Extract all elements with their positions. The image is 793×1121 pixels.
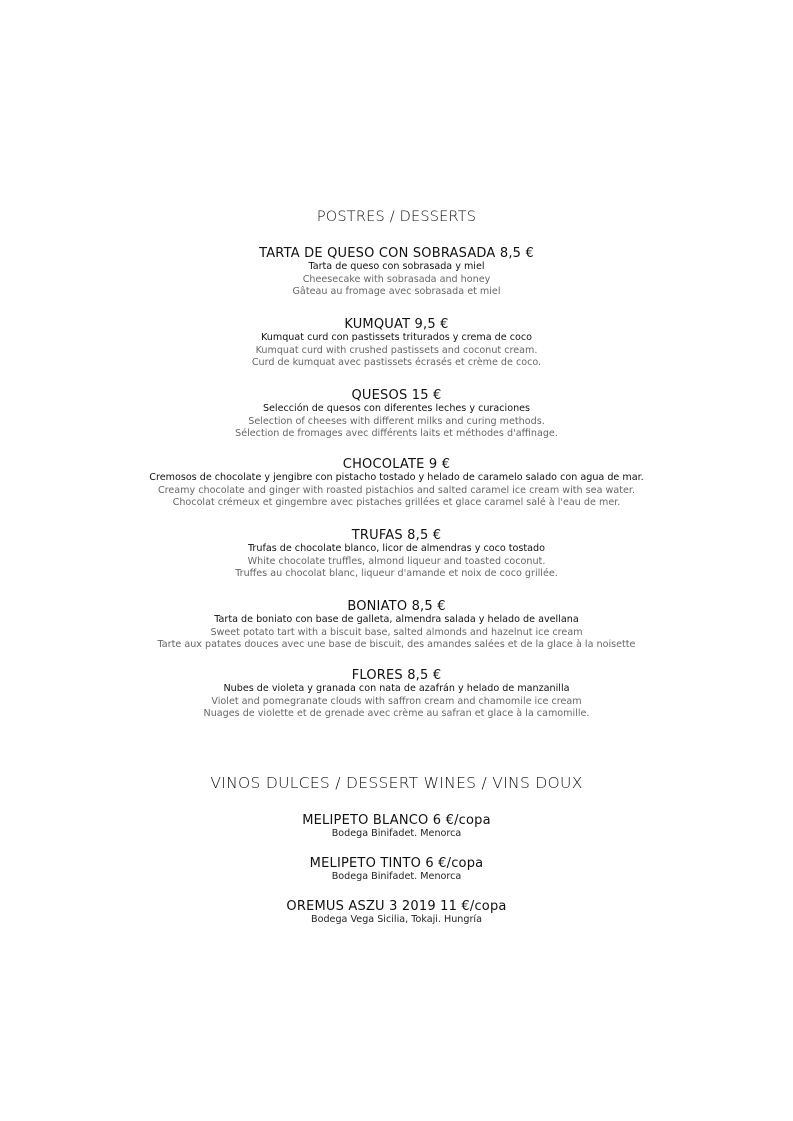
dessert-desc-fr: Nuages de violette et de grenade avec crème au safran et glace à la camomille. [203,708,590,720]
dessert-desc-en: Sweet potato tart with a biscuit base, salted almonds and hazelnut ice cream [210,626,583,638]
dessert-title: QUESOS 15 € [351,388,442,403]
dessert-desc-en: Kumquat curd with crushed pastissets and coconut cream. [255,344,538,356]
dessert-title: BONIATO 8,5 € [347,599,446,614]
wine-item-melipeto-blanco [0,813,793,840]
dessert-desc-es: Nubes de violeta y granada con nata de azafrán y helado de manzanilla [223,683,570,694]
wines-heading: VINOS DULCES / DESSERT WINES / VINS DOUX [210,774,583,792]
dessert-desc-en: Cheesecake with sobrasada and honey [302,273,491,285]
wine-title: MELIPETO BLANCO 6 €/copa [302,813,491,828]
dessert-title: KUMQUAT 9,5 € [344,317,449,332]
dessert-item-kumquat [0,317,793,370]
dessert-desc-es: Selección de quesos con diferentes leches y curaciones [262,403,531,414]
dessert-desc-en: Violet and pomegranate clouds with saffron cream and chamomile ice cream [211,695,582,707]
dessert-title: FLORES 8,5 € [351,668,442,683]
dessert-item-boniato [0,599,793,652]
dessert-title: TARTA DE QUESO CON SOBRASADA 8,5 € [259,246,534,261]
dessert-desc-en: Creamy chocolate and ginger with roasted pistachios and salted caramel ice cream with sea water. [157,484,636,496]
dessert-desc-fr: Tarte aux patates douces avec une base de biscuit, des amandes salées et de la glace à la noisette [157,639,636,651]
dessert-title: CHOCOLATE 9 € [342,457,451,472]
dessert-desc-en: Selection of cheeses with different milks and curing methods. [248,415,545,427]
wine-item-melipeto-tinto [0,856,793,883]
dessert-item-flores [0,668,793,721]
desserts-heading: POSTRES / DESSERTS [316,209,477,225]
dessert-desc-es: Tarta de boniato con base de galleta, almendra salada y helado de avellana [214,614,579,625]
wine-title: MELIPETO TINTO 6 €/copa [309,856,484,871]
dessert-item-chocolate [0,457,793,510]
wine-title: OREMUS ASZU 3 2019 11 €/copa [286,899,507,914]
dessert-item-quesos [0,388,793,441]
wine-producer: Bodega Binifadet. Menorca [331,828,462,839]
dessert-desc-fr: Chocolat crémeux et gingembre avec pistaches grillées et glace caramel salé à l'eau de mer. [172,497,621,509]
dessert-desc-fr: Truffes au chocolat blanc, liqueur d'amande et noix de coco grillée. [235,568,558,580]
dessert-desc-en: White chocolate truffles, almond liqueur and toasted coconut. [247,555,546,567]
dessert-desc-es: Trufas de chocolate blanco, licor de almendras y coco tostado [247,543,546,554]
dessert-desc-es: Kumquat curd con pastissets triturados y crema de coco [260,332,533,343]
dessert-desc-fr: Sélection de fromages avec différents laits et méthodes d'affinage. [235,428,558,440]
wine-producer: Bodega Binifadet. Menorca [331,871,462,882]
wine-producer: Bodega Vega Sicilia, Tokaji. Hungría [311,914,482,925]
dessert-item-tarta-queso [0,246,793,299]
dessert-desc-es: Tarta de queso con sobrasada y miel [308,261,485,272]
dessert-desc-fr: Gâteau au fromage avec sobrasada et miel [292,286,501,298]
dessert-desc-fr: Curd de kumquat avec pastissets écrasés et crème de coco. [251,357,542,369]
dessert-item-trufas [0,528,793,581]
wine-item-oremus-aszu [0,899,793,926]
dessert-desc-es: Cremosos de chocolate y jengibre con pistacho tostado y helado de caramelo salado con agua de mar. [149,472,644,483]
dessert-title: TRUFAS 8,5 € [351,528,442,543]
